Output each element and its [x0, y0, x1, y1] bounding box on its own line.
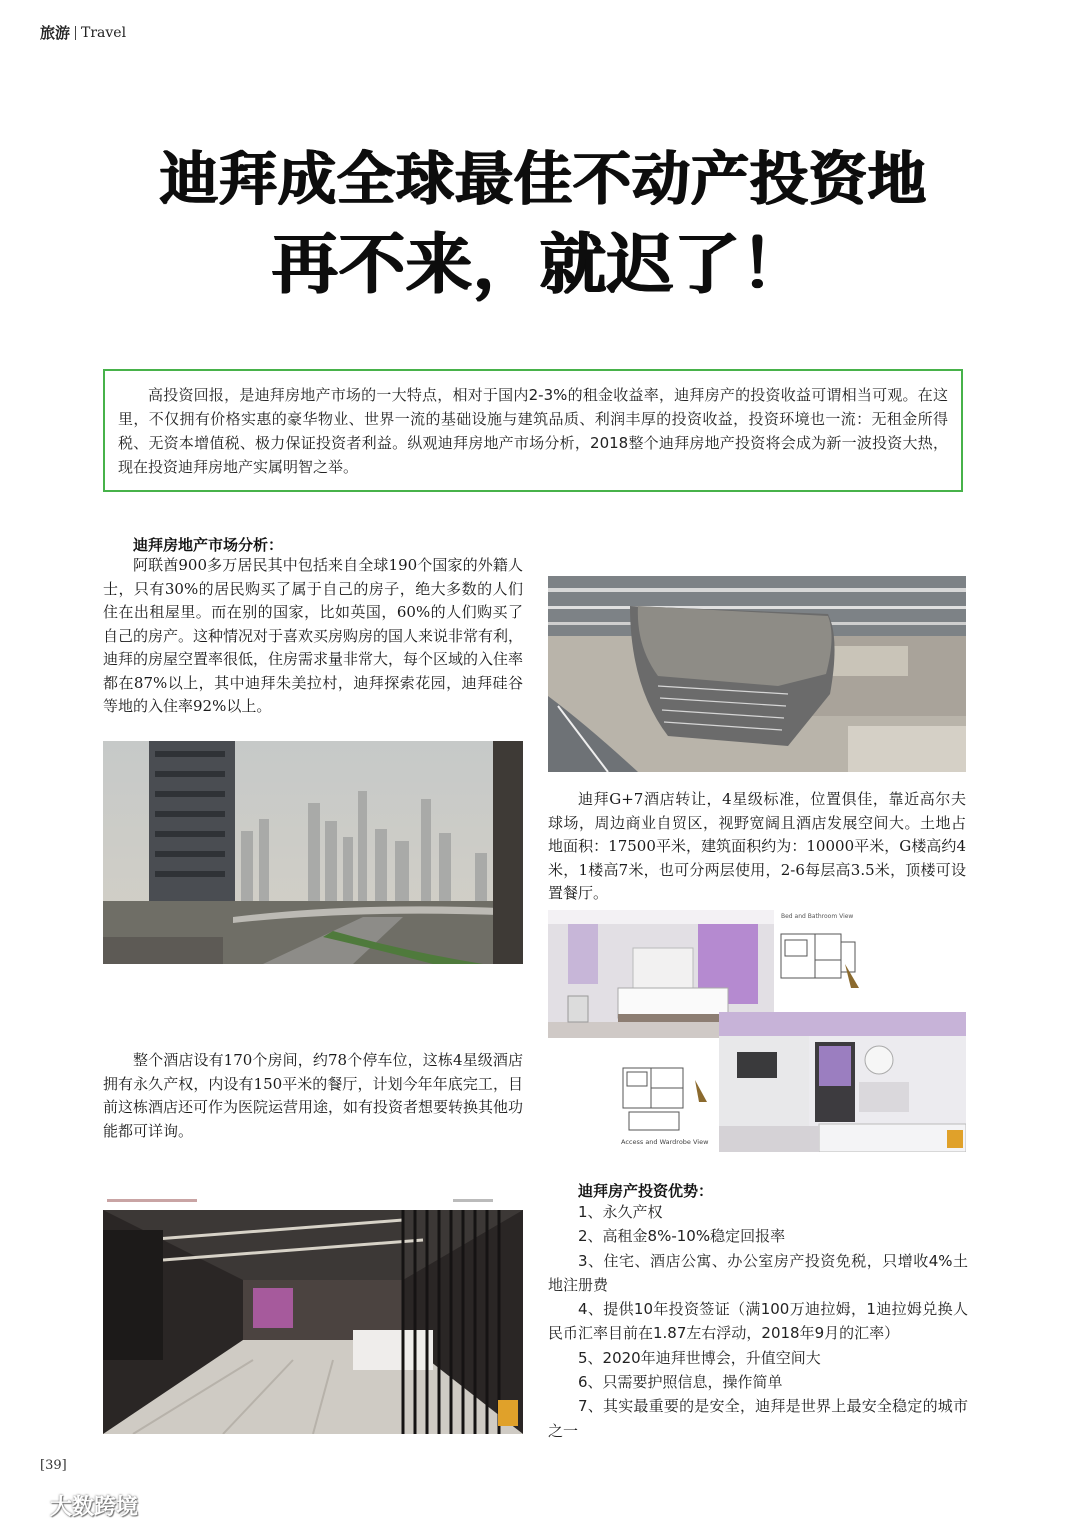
list-item: 3、住宅、酒店公寓、办公室房产投资免税，只增收4%土地注册费 — [548, 1251, 968, 1294]
hotel-construction-photo — [548, 576, 966, 772]
section-label-en: Travel — [81, 24, 127, 41]
list-item: 6、只需要护照信息，操作简单 — [578, 1373, 783, 1392]
floor-plan-access-wardrobe — [615, 1040, 719, 1152]
page-number-value: 39 — [45, 1458, 62, 1473]
intro-paragraph: 高投资回报，是迪拜房地产市场的一大特点，相对于国内2-3%的租金收益率，迪拜房产的投资收益可谓相当可观。在这里，不仅拥有价格实惠的豪华物业、世界一流的基础设施与建筑品质、利润丰厚的投资收益，投资环境也一流：无租金所得税、无资本增值税、极力保证投资者利益。纵观迪拜房地产市场分析，2018整个迪拜房地产投资将会成为新一波投资大热，现在投资迪拜房地产实属明智之举。 — [118, 386, 948, 476]
hotel-lobby-render-photo — [103, 1210, 523, 1434]
list-item: 1、永久产权 — [578, 1203, 663, 1221]
watermark-logo-icon — [12, 1493, 46, 1519]
watermark — [12, 1490, 138, 1521]
lobby-photo-top-strip — [103, 1193, 523, 1205]
page-number-bracket-right: ] — [61, 1458, 67, 1473]
header-divider — [75, 26, 76, 40]
running-header — [40, 22, 126, 43]
dubai-skyline-photo — [103, 741, 523, 964]
section-label: 旅游 — [40, 24, 71, 42]
list-item: 4、提供10年投资签证（满100万迪拉姆，1迪拉姆兑换人民币汇率目前在1.87左右浮动，2018年9月的汇率） — [548, 1300, 968, 1343]
market-analysis-heading: 迪拜房地产市场分析： — [133, 536, 284, 554]
investment-advantages-list — [548, 1200, 968, 1443]
plan2-caption: Access and Wardrobe View — [621, 1138, 709, 1146]
page-number-bracket-left: [ — [40, 1458, 46, 1473]
headline-line-1: 迪拜成全球最佳不动产投资地 — [160, 145, 928, 213]
watermark-text: 大数跨境 — [50, 1495, 139, 1520]
market-analysis-paragraph: 阿联酋900多万居民其中包括来自全球190个国家的外籍人士，只有30%的居民购买了属于自己的房子，绝大多数的人们住在出租屋里。而在别的国家，比如英国，60%的人们购买了自己的房产。这种情况对于喜欢买房购房的国人来说非常有利，迪拜的房屋空置率很低，住房需求量非常大，每个区域的入住率都在87%以上，其中迪拜朱美拉村，迪拜探索花园，迪拜硅谷等地的入住率92%以上。 — [103, 556, 524, 715]
plan1-caption: Bed and Bathroom View — [781, 913, 854, 920]
list-item: 7、其实最重要的是安全，迪拜是世界上最安全稳定的城市之一 — [548, 1397, 968, 1440]
list-item: 2、高租金8%-10%稳定回报率 — [578, 1227, 786, 1246]
headline-line-2: 再不来，就迟了！ — [272, 226, 808, 303]
hotel-rooms-paragraph: 整个酒店设有170个房间，约78个停车位，这栋4星级酒店拥有永久产权，内设有150平米的餐厅，计划今年年底完工，目前这栋酒店还可作为医院运营用途，如有投资者想要转换其他功能都可详询。 — [103, 1051, 524, 1140]
list-item: 5、2020年迪拜世博会，升值空间大 — [578, 1348, 821, 1367]
investment-advantages-heading: 迪拜房产投资优势： — [578, 1182, 714, 1200]
hotel-description-paragraph: 迪拜G+7酒店转让，4星级标准，位置俱佳，靠近高尔夫球场，周边商业自贸区，视野宽阔且酒店发展空间大。土地占地面积：17500平米，建筑面积约为：10000平米，G楼高约4米，1楼高7米，也可分两层使用，2-6每层高3.5米，顶楼可设置餐厅。 — [548, 790, 966, 902]
bedroom-render-photo-2 — [719, 1012, 966, 1152]
page-number — [40, 1458, 67, 1473]
floor-plan-bed-bathroom — [775, 910, 966, 1012]
